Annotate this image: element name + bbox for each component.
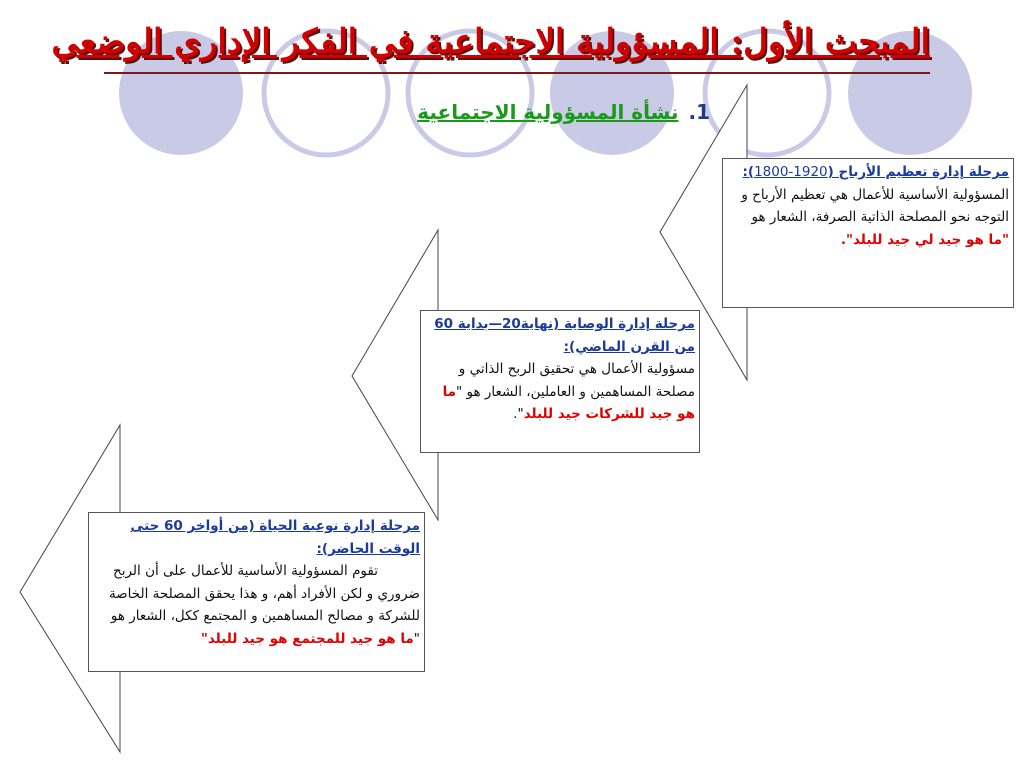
- stage-body: تقوم المسؤولية الأساسية للأعمال على أن الربح ضروري و لكن الأفراد أهم، و هذا يحقق المصلحة الخاصة للشركة و مصالح المساهمين و المجتمع ككل، الشعار هو ": [108, 563, 420, 647]
- title-underline: [104, 72, 930, 74]
- subtitle-text: نشأة المسؤولية الاجتماعية: [417, 100, 679, 124]
- page-title: المبحث الأول: المسؤولية الاجتماعية في الفكر الإداري الوضعي: [51, 22, 930, 62]
- stage-body: المسؤولية الأساسية للأعمال هي تعظيم الأرباح و التوجه نحو المصلحة الذاتية الصرفة، الشعار هو: [741, 186, 1009, 225]
- stage-box-profit-maximization: [722, 158, 1014, 308]
- subtitle-number: 1.: [688, 100, 710, 124]
- stage-box-quality-of-life: [88, 512, 425, 672]
- stage-slogan: ما هو جيد للشركات جيد للبلد: [442, 383, 695, 422]
- stage-heading: مرحلة إدارة الوصاية (نهاية20—بداية 60 من القرن الماضي):: [434, 316, 695, 355]
- stage-box-trusteeship: [420, 310, 700, 453]
- stage-body: مسؤولية الأعمال هي تحقيق الربح الذاتي و مصلحة المساهمين و العاملين، الشعار هو ": [456, 361, 695, 400]
- stage-heading: مرحلة إدارة نوعية الحياة (من أواخر 60 حتى الوقت الحاضر):: [130, 518, 420, 557]
- stage-slogan: "ما هو جيد لي جيد للبلد".: [840, 231, 1009, 248]
- section-subtitle: [300, 100, 710, 124]
- stage-slogan: ما هو جيد للمجتمع هو جيد للبلد": [200, 630, 414, 647]
- stage-tail: ".: [513, 406, 524, 422]
- stage-heading: مرحلة إدارة تعظيم الأرباح (1800-1920):: [742, 164, 1009, 180]
